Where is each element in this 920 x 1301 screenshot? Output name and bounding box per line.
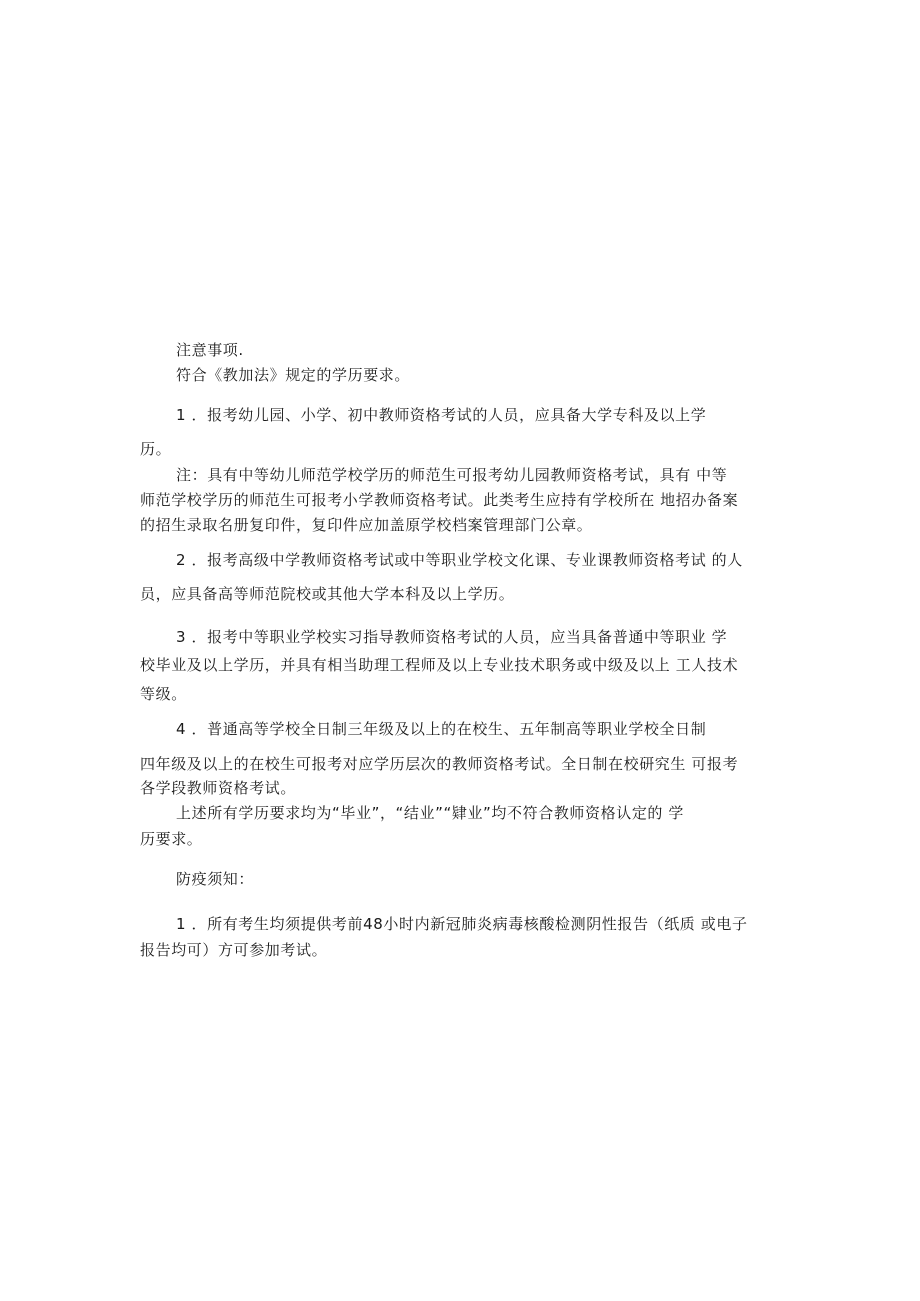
item1-line1: 1 ．报考幼儿园、小学、初中教师资格考试的人员，应具备大学专科及以上学	[176, 406, 707, 424]
note-line1: 注：具有中等幼儿师范学校学历的师范生可报考幼儿园教师资格考试，具有 中等	[176, 466, 728, 484]
item3-line3: 等级。	[140, 685, 187, 703]
item3-line2: 校毕业及以上学历，并具有相当助理工程师及以上专业技术职务或中级及以上 工人技术	[140, 656, 739, 674]
item3-line1: 3 ．报考中等职业学校实习指导教师资格考试的人员，应当具备普通中等职业 学	[176, 628, 728, 646]
item4-line2: 四年级及以上的在校生可报考对应学历层次的教师资格考试。全日制在校研究生 可报考	[140, 755, 739, 773]
note-line3: 的招生录取名册复印件，复印件应加盖原学校档案管理部门公章。	[140, 516, 593, 534]
item4-line3: 各学段教师资格考试。	[140, 779, 297, 797]
summary-line2: 历要求。	[140, 830, 203, 848]
item1-line2: 历。	[140, 440, 172, 458]
item2-line2: 员，应具备高等师范院校或其他大学本科及以上学历。	[140, 585, 515, 603]
note-line2: 师范学校学历的师范生可报考小学教师资格考试。此类考生应持有学校所在 地招办备案	[140, 491, 739, 509]
item4-line1: 4 ．普通高等学校全日制三年级及以上的在校生、五年制高等职业学校全日制	[176, 720, 707, 738]
notice-intro: 符合《教加法》规定的学历要求。	[176, 366, 411, 384]
item2-line1: 2 ．报考高级中学教师资格考试或中等职业学校文化课、专业课教师资格考试 的人	[176, 551, 743, 569]
epidemic-item1-line2: 报告均可）方可参加考试。	[140, 941, 328, 959]
summary-line1: 上述所有学历要求均为“毕业”，“结业”“肄业”均不符合教师资格认定的 学	[176, 804, 684, 822]
notice-heading: 注意事项.	[176, 341, 244, 359]
epidemic-item1-line1: 1 ．所有考生均须提供考前48小时内新冠肺炎病毒核酸检测阴性报告（纸质 或电子	[176, 915, 748, 933]
epidemic-heading: 防疫须知：	[176, 870, 255, 888]
